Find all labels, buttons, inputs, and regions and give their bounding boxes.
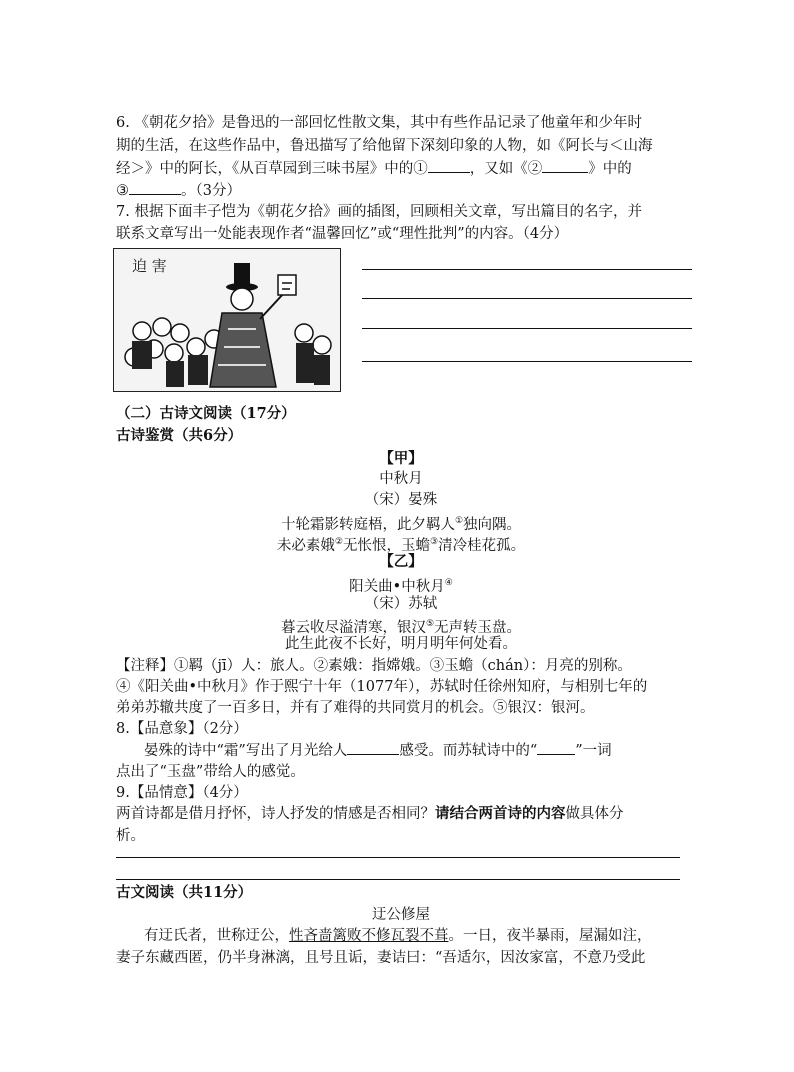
poem-jia-line-2-a: 未必素娥 bbox=[276, 537, 335, 554]
q9-line-1 bbox=[116, 804, 686, 824]
poem-yi-author: （宋）苏轼 bbox=[364, 596, 438, 612]
q9-answer-line-2[interactable] bbox=[116, 879, 680, 880]
q8-line-2: 点出了“玉盘”带给人的感觉。 bbox=[116, 764, 305, 780]
prose-line-1-a: 有迂氏者，世称迂公， bbox=[144, 928, 289, 944]
q6-line-3-text-a: 经＞》中的阿长，《从百草园到三味书屋》中的① bbox=[116, 161, 428, 177]
poem-jia-line-2-b: 无怅恨，玉蟾 bbox=[343, 537, 430, 554]
q6-line-3 bbox=[116, 158, 686, 179]
note-ref-1: ① bbox=[454, 516, 464, 526]
q7-line-2: 联系文章写出一处能表现作者“温馨回忆”或“理性批判”的内容。（4分） bbox=[116, 226, 569, 242]
q9-answer-line-1[interactable] bbox=[116, 857, 680, 858]
prose-underlined-sentence: 性吝啬篱败不修瓦裂不葺 bbox=[289, 928, 449, 944]
q7-answer-line-2[interactable] bbox=[362, 298, 692, 299]
poem-yi-title-text: 阳关曲•中秋月 bbox=[349, 578, 445, 595]
poem-yi-line-1-b: 无声转玉盘。 bbox=[434, 619, 522, 636]
poem-yi-label: 【乙】 bbox=[379, 553, 423, 570]
q6-line-2: 期的生活，在这些作品中，鲁迅描写了给他留下深刻印象的人物，如《阿长与＜山海 bbox=[116, 138, 653, 154]
q6-line-3-text-b: ，又如《② bbox=[469, 161, 543, 177]
notes-line-2: ④《阳关曲•中秋月》作于熙宁十年（1077年），苏轼时任徐州知府，与相别七年的 bbox=[116, 679, 648, 695]
prose-line-1-c: 。一日，夜半暴雨，屋漏如注， bbox=[448, 928, 652, 944]
q8-line-1 bbox=[116, 740, 714, 761]
poem-jia-author: （宋）晏殊 bbox=[364, 492, 438, 508]
q8-line-1-b: 感受。而苏轼诗中的“ bbox=[399, 743, 538, 759]
prose-line-1 bbox=[116, 926, 714, 946]
q7-answer-line-4[interactable] bbox=[362, 361, 692, 362]
q8-blank-2[interactable] bbox=[537, 740, 575, 755]
q9-line-1-a: 两首诗都是借月抒怀，诗人抒发的情感是否相同？ bbox=[116, 806, 435, 822]
poem-jia-label: 【甲】 bbox=[379, 450, 423, 467]
q8-line-1-c: ”一词 bbox=[575, 743, 612, 759]
q8-blank-1[interactable] bbox=[347, 740, 399, 755]
q8-line-1-a: 晏殊的诗中“霜”写出了月光给人 bbox=[144, 743, 348, 759]
q6-blank-1[interactable] bbox=[428, 158, 470, 173]
prose-line-2: 妻子东藏西匿，仍半身淋漓，且号且诟，妻诘曰：“吾适尔，因汝家富，不意乃受此 bbox=[116, 950, 646, 966]
note-ref-5: ⑤ bbox=[425, 619, 435, 629]
poem-jia-line-1-a: 十轮霜影转庭梧，此夕羁人 bbox=[280, 516, 455, 533]
section-2-title: （二）古诗文阅读（17分） bbox=[116, 405, 296, 422]
q6-line-4 bbox=[116, 180, 686, 201]
illustration-image bbox=[113, 248, 341, 392]
q9-heading: 9.【品情意】（4分） bbox=[116, 785, 248, 801]
q8-heading: 8.【品意象】（2分） bbox=[116, 721, 248, 737]
notes-line-1: 【注释】①羁（jī）人：旅人。②素娥：指嫦娥。③玉蟾（chán）：月亮的别称。 bbox=[116, 658, 632, 674]
note-ref-2: ② bbox=[334, 537, 343, 547]
q6-line-4-text-b: 。（3分） bbox=[181, 183, 241, 199]
q9-line-1-c: 做具体分 bbox=[565, 806, 624, 822]
illustration-drawing bbox=[114, 249, 340, 391]
q6-line-1: 6. 《朝花夕拾》是鲁迅的一部回忆性散文集，其中有些作品记录了他童年和少年时 bbox=[116, 115, 642, 131]
q9-line-1-b: 请结合两首诗的内容 bbox=[435, 805, 566, 822]
q7-line-1: 7. 根据下面丰子恺为《朝花夕拾》画的插图，回顾相关文章，写出篇目的名字，并 bbox=[116, 204, 642, 220]
poem-jia-line-2-c: 清冷桂花孤。 bbox=[438, 537, 526, 554]
q9-line-2: 析。 bbox=[116, 828, 145, 844]
poem-yi-line-1-a: 暮云收尽溢清寒，银汉 bbox=[280, 619, 426, 636]
q6-line-4-text-a: ③ bbox=[116, 183, 129, 199]
poem-section-heading: 古诗鉴赏（共6分） bbox=[116, 427, 243, 444]
poem-jia-line-1-b: 独向隅。 bbox=[463, 516, 522, 533]
note-ref-4: ④ bbox=[444, 578, 453, 588]
poem-yi-line-2: 此生此夜不长好，明月明年何处看。 bbox=[285, 636, 517, 652]
q6-blank-2[interactable] bbox=[542, 158, 588, 173]
q7-answer-line-1[interactable] bbox=[362, 269, 692, 270]
q6-line-3-text-c: 》中的 bbox=[588, 161, 632, 177]
poem-jia-title: 中秋月 bbox=[379, 471, 423, 487]
illustration-caption: 迫 害 bbox=[132, 257, 167, 275]
notes-line-3: 弟弟苏辙共度了一百多日，并有了难得的共同赏月的机会。⑤银汉：银河。 bbox=[116, 700, 595, 716]
prose-title: 迂公修屋 bbox=[372, 907, 430, 923]
q6-blank-3[interactable] bbox=[129, 180, 181, 195]
note-ref-3: ③ bbox=[430, 537, 439, 547]
q7-answer-line-3[interactable] bbox=[362, 328, 692, 329]
prose-heading: 古文阅读（共11分） bbox=[116, 884, 253, 901]
